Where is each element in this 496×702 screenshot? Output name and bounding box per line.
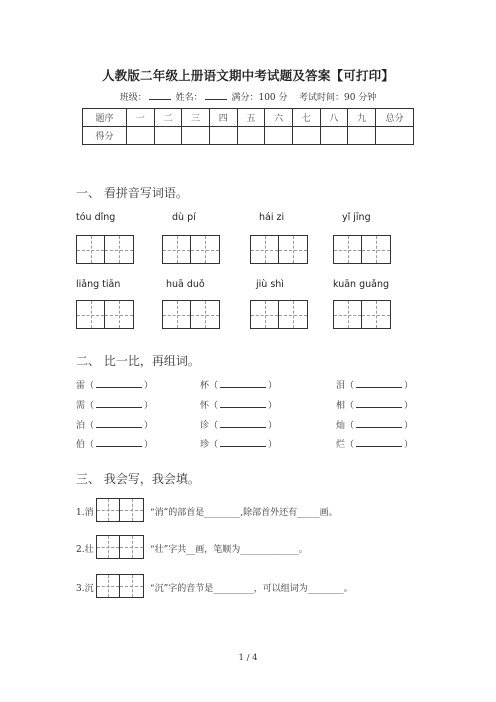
score-header-cell: 二 [154,109,182,127]
paren-close: ） [404,421,414,431]
char: 相 [336,401,346,411]
char: 灿 [336,421,346,431]
tianzige-small[interactable] [120,535,144,559]
pinyin-row-1 [76,212,416,226]
tianzige-small[interactable] [120,574,144,598]
score-table-header-row [83,109,414,127]
score-header-cell: 一 [127,109,155,127]
paren-close: ） [144,440,154,450]
tianzige-box[interactable] [250,300,308,329]
score-cell[interactable] [376,127,414,145]
char: 烂 [336,440,346,450]
score-row-label: 得分 [83,127,127,145]
score-header-cell: 四 [209,109,237,127]
word-group-item[interactable] [76,398,153,411]
paren-close: ） [144,381,154,391]
score-table-row [83,127,414,145]
paren-open: （ [85,421,95,431]
tianzige-box[interactable] [333,235,391,264]
time-label: 考试时间：90 分钟 [298,93,377,103]
score-header-cell: 三 [182,109,210,127]
fill-question-1 [76,498,416,524]
pinyin-item: dù pí [172,212,196,223]
exam-info-line [0,90,496,103]
score-header-cell: 五 [237,109,265,127]
word-group-item[interactable] [76,437,153,450]
fill-question-3 [76,574,416,600]
score-header-cell: 题序 [83,109,127,127]
class-blank [149,92,171,100]
pinyin-item: tóu dǐng [76,212,116,223]
paren-open: （ [209,381,219,391]
paren-close: ） [144,401,154,411]
tianzige-box[interactable] [250,235,308,264]
question-text: “消”的部首是________,除部首外还有_____画。 [150,508,338,518]
question-text: “沉”字的音节是_________，可以组词为________。 [150,584,353,594]
score-header-cell: 六 [265,109,293,127]
tianzige-box[interactable] [76,300,134,329]
tianzige-box[interactable] [333,300,391,329]
class-label: 班级： [119,93,147,103]
paren-open: （ [209,401,219,411]
question-prefix: 3.沉 [76,584,94,594]
char: 杯 [200,381,210,391]
score-cell[interactable] [209,127,237,145]
paren-close: ） [404,440,414,450]
paren-close: ） [268,401,278,411]
word-group-item[interactable] [336,418,413,431]
score-cell[interactable] [292,127,320,145]
pinyin-row-2 [76,279,416,293]
score-header-cell: 七 [292,109,320,127]
char: 泊 [76,421,86,431]
page-title: 人教版二年级上册语文期中考试题及答案【可打印】 [101,68,395,83]
name-label: 姓名： [175,93,203,103]
paren-open: （ [85,401,95,411]
pinyin-item: hái zi [259,212,285,223]
tianzige-small[interactable] [96,574,120,598]
word-group-item[interactable] [200,398,277,411]
paren-open: （ [209,440,219,450]
word-group-item[interactable] [76,378,153,391]
paren-open: （ [345,381,355,391]
paren-close: ） [404,381,414,391]
char: 需 [76,401,86,411]
score-cell[interactable] [320,127,348,145]
score-table [82,108,414,145]
tianzige-small[interactable] [96,535,120,559]
tianzige-small[interactable] [120,498,144,522]
char: 诊 [200,421,210,431]
pinyin-item: huā duǒ [166,279,205,290]
word-group-item[interactable] [200,437,277,450]
score-cell[interactable] [127,127,155,145]
paren-open: （ [345,401,355,411]
section2-title: 二、 比一比，再组词。 [76,354,200,368]
fill-question-2 [76,535,416,561]
question-prefix: 1.消 [76,508,94,518]
word-group-item[interactable] [200,418,277,431]
word-group-item[interactable] [336,378,413,391]
char: 怀 [200,401,210,411]
score-label: 满分：100 分 [231,93,288,103]
paren-open: （ [345,421,355,431]
pinyin-item: yǐ jīng [342,212,371,223]
word-group-item[interactable] [76,418,153,431]
pinyin-item: jiù shì [256,279,284,290]
paren-open: （ [85,381,95,391]
tianzige-small[interactable] [96,498,120,522]
page-number: 1 / 4 [238,653,258,663]
paren-close: ） [268,421,278,431]
paren-close: ） [268,440,278,450]
score-cell[interactable] [348,127,376,145]
score-cell[interactable] [182,127,210,145]
word-group-item[interactable] [336,398,413,411]
tianzige-box[interactable] [76,235,134,264]
section1-title: 一、 看拼音写词语。 [76,186,188,200]
pinyin-item: liǎng tiān [76,279,121,290]
score-cell[interactable] [265,127,293,145]
tianzige-box[interactable] [162,235,220,264]
word-group-item[interactable] [200,378,277,391]
char: 伯 [76,440,86,450]
char: 珍 [200,440,210,450]
paren-open: （ [345,440,355,450]
paren-close: ） [404,401,414,411]
tianzige-box[interactable] [162,300,220,329]
score-cell[interactable] [154,127,182,145]
pinyin-item: kuān guǎng [333,279,390,290]
name-blank [205,92,227,100]
paren-open: （ [85,440,95,450]
char: 雷 [76,381,86,391]
score-header-cell: 八 [320,109,348,127]
score-header-cell: 总分 [376,109,414,127]
score-cell[interactable] [237,127,265,145]
char: 泪 [336,381,346,391]
question-prefix: 2.壮 [76,545,94,555]
word-group-item[interactable] [336,437,413,450]
paren-close: ） [268,381,278,391]
section3-title: 三、 我会写，我会填。 [76,472,200,486]
score-header-cell: 九 [348,109,376,127]
paren-close: ） [144,421,154,431]
question-text: “壮”字共__画，笔顺为_____________。 [150,545,308,555]
paren-open: （ [209,421,219,431]
